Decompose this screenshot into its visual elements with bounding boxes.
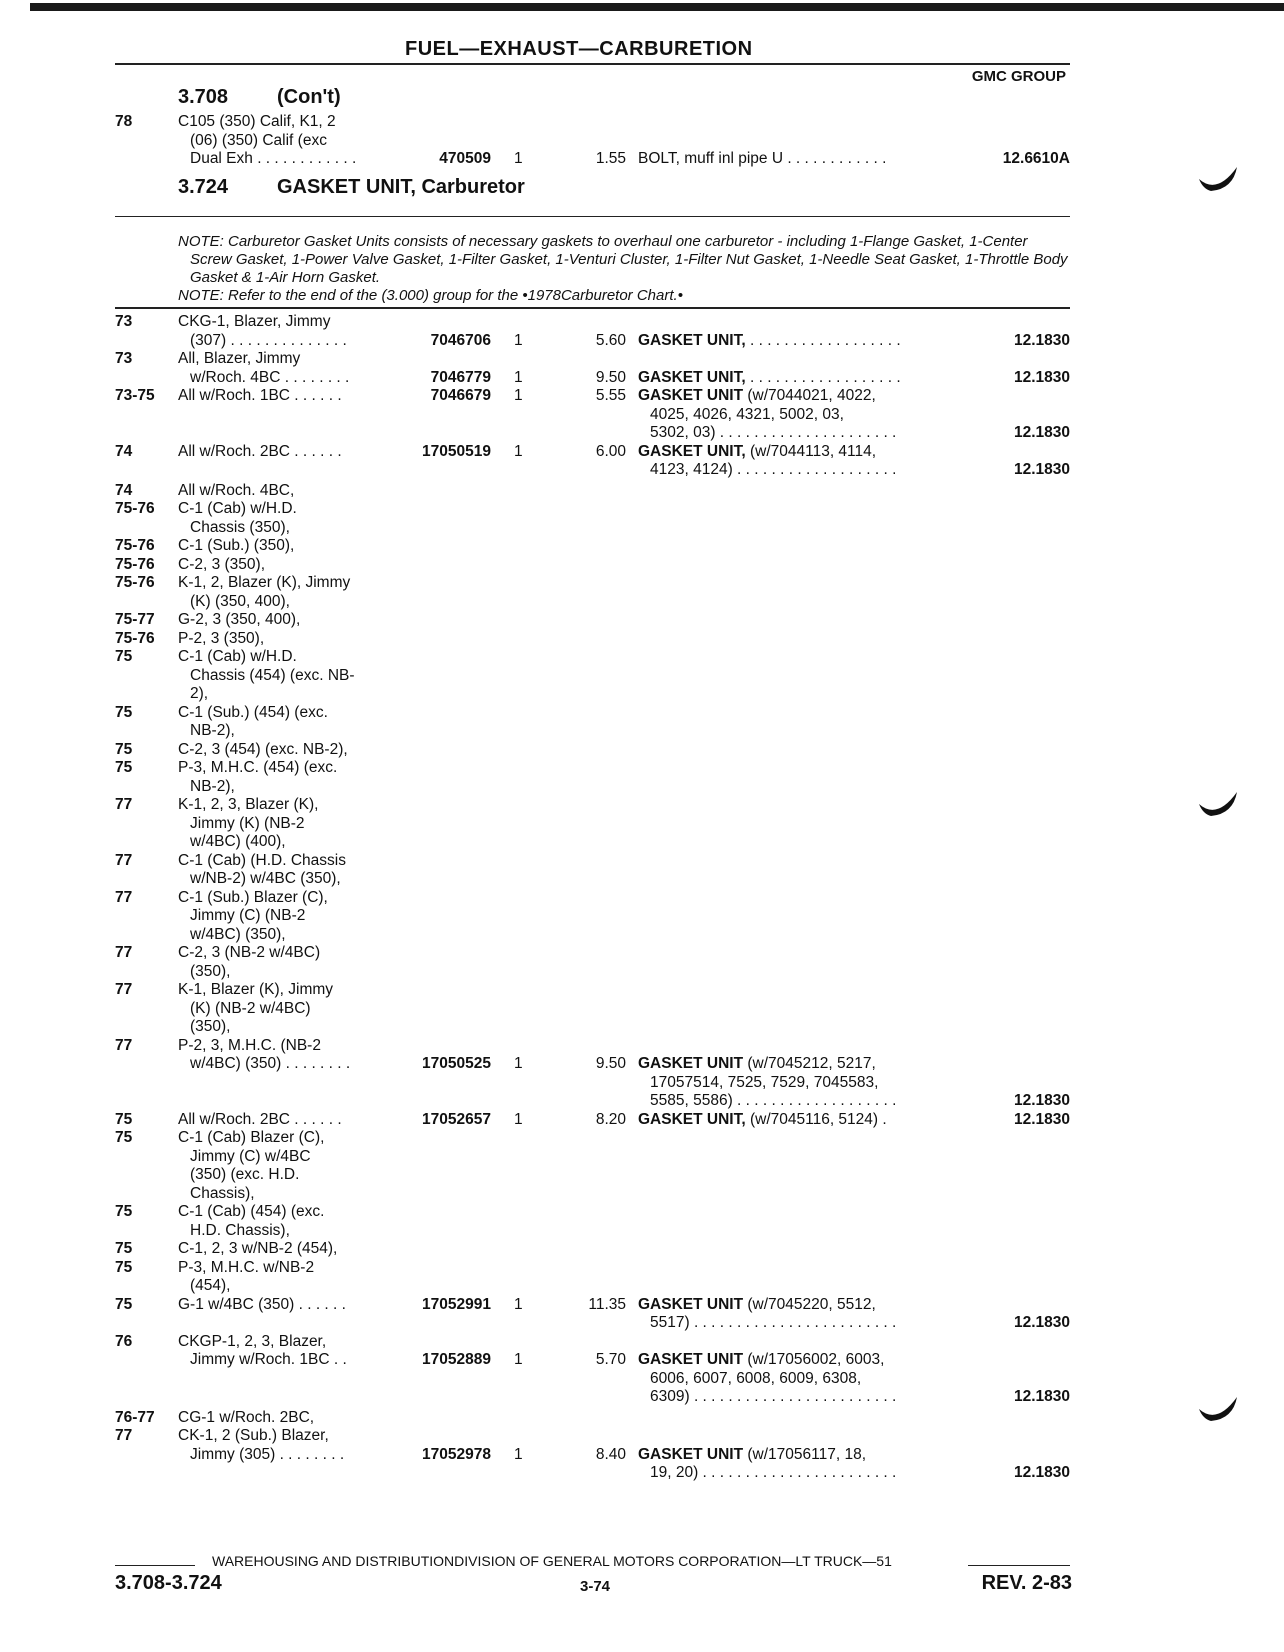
binder-hole-mark (1197, 1395, 1239, 1425)
quantity: 1 (514, 1110, 523, 1128)
catalog-number: 12.1830 (1013, 1464, 1070, 1481)
row-description: C-1 (Cab) w/H.D. Chassis (454) (exc. NB- 2), (178, 648, 355, 702)
item-name: GASKET UNIT (w/17056002, 6003, 6006, 6007, 6008, 6009, 6308, 6309) . . . . . . . . . . . . . . . . . . . . . . . . (638, 1351, 897, 1405)
price: 1.55 (595, 150, 626, 167)
price: 5.70 (595, 1351, 626, 1368)
catalog-number: 12.1830 (1013, 1314, 1070, 1331)
row-year: 76-77 (115, 1408, 155, 1426)
item-name: GASKET UNIT, . . . . . . . . . . . . . . . . . . (638, 331, 901, 349)
row-description: C-1, 2, 3 w/NB-2 (454), (178, 1240, 338, 1257)
row-description: All w/Roch. 1BC . . . . . . (178, 387, 342, 404)
part-number: 470509 (439, 150, 491, 167)
quantity: 1 (514, 150, 523, 167)
price: 6.00 (595, 442, 626, 460)
binder-hole-mark (1197, 165, 1239, 195)
row-year: 75 (115, 1258, 133, 1276)
row-description: C-2, 3 (454) (exc. NB-2), (178, 740, 348, 758)
quantity: 1 (514, 368, 523, 386)
row-description: CK-1, 2 (Sub.) Blazer, Jimmy (305) . . . . . . . . (178, 1427, 345, 1463)
row-description: C-1 (Sub.) (454) (exc. NB-2), (178, 703, 328, 739)
price: 5.60 (595, 331, 626, 349)
note-block (178, 233, 1070, 305)
page-number: 3-74 (580, 1578, 611, 1595)
row-year: 77 (115, 1427, 133, 1444)
revision: REV. 2-83 (981, 1572, 1072, 1594)
row-year: 77 (115, 851, 133, 869)
row-description: CG-1 w/Roch. 2BC, (178, 1408, 315, 1426)
row-year: 74 (115, 442, 133, 460)
row-year: 77 (115, 888, 133, 906)
part-number: 17052889 (422, 1351, 491, 1368)
item-title: GASKET UNIT, (638, 442, 746, 460)
row-description: C-1 (Sub.) Blazer (C), Jimmy (C) (NB-2 w/4BC) (350), (178, 888, 328, 943)
row-description: CKGP-1, 2, 3, Blazer, Jimmy w/Roch. 1BC . . (178, 1332, 347, 1368)
row-year: 73 (115, 350, 133, 367)
title-rule (115, 63, 1070, 65)
price: 5.55 (595, 387, 626, 404)
item-title: GASKET UNIT, (638, 331, 746, 349)
part-number: 7046779 (430, 368, 491, 386)
row-description: K-1, 2, 3, Blazer (K), Jimmy (K) (NB-2 w/4BC) (400), (178, 796, 319, 850)
row-description: P-3, M.H.C. w/NB-2 (454), (178, 1258, 315, 1294)
item-name: GASKET UNIT, (w/7045116, 5124) . (638, 1110, 887, 1128)
part-number: 17050519 (422, 442, 491, 460)
row-year: 75-76 (115, 537, 155, 554)
item-title: GASKET UNIT (638, 1055, 744, 1072)
row-year: 77 (115, 1036, 133, 1054)
row-year: 73-75 (115, 387, 155, 404)
quantity: 1 (514, 387, 523, 404)
price: 9.50 (595, 1055, 626, 1072)
section-label-3708: (Con't) (277, 86, 341, 108)
row-year: 75-76 (115, 629, 155, 647)
page-title: FUEL—EXHAUST—CARBURETION (405, 38, 753, 60)
row-description: K-1, 2, Blazer (K), Jimmy (K) (350, 400), (178, 574, 351, 610)
item-name: GASKET UNIT, (w/7044113, 4114, 4123, 4124) . . . . . . . . . . . . . . . . . . . (638, 442, 897, 478)
row-year: 75-77 (115, 611, 155, 628)
footer-section-range: 3.708-3.724 (115, 1572, 222, 1594)
item-name: GASKET UNIT, . . . . . . . . . . . . . . . . . . (638, 368, 901, 386)
catalog-number: 12.1830 (1013, 424, 1070, 441)
row-year: 75 (115, 759, 133, 776)
row-description: P-2, 3, M.H.C. (NB-2 w/4BC) (350) . . . . . . . . (178, 1036, 351, 1072)
row-year: 77 (115, 944, 133, 961)
price: 11.35 (588, 1295, 626, 1313)
quantity: 1 (514, 1055, 523, 1072)
row-description: CKG-1, Blazer, Jimmy (307) . . . . . . . . . . . . . . (178, 313, 347, 349)
item-title: GASKET UNIT (638, 1295, 744, 1313)
row-description: P-2, 3 (350), (178, 629, 265, 647)
scan-top-edge (30, 3, 1284, 11)
price: 8.20 (595, 1110, 626, 1128)
item-title: GASKET UNIT, (638, 368, 746, 386)
section-number-3708: 3.708 (178, 86, 229, 108)
row-year: 77 (115, 796, 133, 813)
row-description: C-1 (Cab) Blazer (C), Jimmy (C) w/4BC (350) (exc. H.D. Chassis), (178, 1129, 325, 1202)
quantity: 1 (514, 1295, 523, 1313)
row-year: 75 (115, 1295, 133, 1313)
row-year: 75-76 (115, 555, 155, 573)
catalog-number: 12.1830 (1013, 331, 1070, 349)
row-description: G-2, 3 (350, 400), (178, 611, 301, 628)
footer-rule-left (115, 1565, 195, 1566)
group-label: GMC GROUP (971, 68, 1066, 85)
row-year: 75 (115, 1129, 133, 1146)
item-name: GASKET UNIT (w/7045220, 5512, 5517) . . . . . . . . . . . . . . . . . . . . . . . . (638, 1295, 897, 1331)
section-label-3724: GASKET UNIT, Carburetor (277, 176, 525, 198)
row-year: 75 (115, 703, 133, 721)
row-year: 73 (115, 313, 133, 330)
row-year: 75 (115, 1240, 133, 1257)
item-name: GASKET UNIT (w/17056117, 18, 19, 20) . . . . . . . . . . . . . . . . . . . . . . . (638, 1445, 897, 1481)
note-chart: NOTE: Refer to the end of the (3.000) group for the •1978Carburetor Chart.• (178, 287, 683, 304)
item-name: BOLT, muff inl pipe U . . . . . . . . . . . . (638, 150, 887, 167)
catalog-number: 12.1830 (1013, 461, 1070, 478)
catalog-number: 12.1830 (1013, 1092, 1070, 1109)
row-description: C-1 (Sub.) (350), (178, 537, 295, 554)
row-description: All w/Roch. 4BC, (178, 481, 295, 499)
row-year: 75 (115, 648, 133, 665)
part-number: 7046706 (430, 331, 491, 349)
row-year: 76 (115, 1332, 133, 1350)
row-description: All w/Roch. 2BC . . . . . . (178, 442, 342, 460)
row-year: 75 (115, 1110, 133, 1128)
item-name: GASKET UNIT (w/7044021, 4022, 4025, 4026, 4321, 5002, 03, 5302, 03) . . . . . . . . . . . . . . . . . . . . . (638, 387, 897, 441)
row-description: All w/Roch. 2BC . . . . . . (178, 1110, 342, 1128)
row-year: 78 (115, 113, 133, 130)
row-description: P-3, M.H.C. (454) (exc. NB-2), (178, 759, 338, 795)
quantity: 1 (514, 1351, 523, 1368)
part-number: 17052978 (422, 1445, 491, 1463)
quantity: 1 (514, 442, 523, 460)
item-title: GASKET UNIT (638, 1445, 744, 1463)
section-number-3724: 3.724 (178, 176, 229, 198)
row-description: G-1 w/4BC (350) . . . . . . (178, 1295, 346, 1313)
price: 8.40 (595, 1445, 626, 1463)
row-description: C-1 (Cab) w/H.D. Chassis (350), (178, 500, 297, 536)
item-name: GASKET UNIT (w/7045212, 5217, 17057514, 7525, 7529, 7045583, 5585, 5586) . . . . . . . . . . . . . . . . . . . (638, 1055, 897, 1109)
notes-rule (115, 307, 1070, 309)
part-number: 17050525 (422, 1055, 491, 1072)
row-year: 74 (115, 481, 133, 499)
part-number: 17052657 (422, 1110, 491, 1128)
row-year: 75-76 (115, 574, 155, 591)
catalog-number: 12.1830 (1013, 1110, 1070, 1128)
part-number: 17052991 (422, 1295, 491, 1313)
row-description: C-2, 3 (350), (178, 555, 266, 573)
footer-text: WAREHOUSING AND DISTRIBUTIONDIVISION OF GENERAL MOTORS CORPORATION—LT TRUCK—51 (212, 1553, 892, 1569)
row-description: K-1, Blazer (K), Jimmy (K) (NB-2 w/4BC) (350), (178, 981, 334, 1035)
part-number: 7046679 (430, 387, 491, 404)
catalog-number: 12.1830 (1013, 1388, 1070, 1405)
binder-hole-mark (1197, 790, 1239, 820)
quantity: 1 (514, 1445, 523, 1463)
catalog-number: 12.6610A (1002, 150, 1070, 167)
item-title: GASKET UNIT, (638, 1110, 746, 1128)
row-description: C-2, 3 (NB-2 w/4BC) (350), (178, 944, 321, 980)
row-description: C-1 (Cab) (H.D. Chassis w/NB-2) w/4BC (350), (178, 851, 346, 887)
item-title: GASKET UNIT (638, 1351, 744, 1368)
row-year: 75 (115, 1203, 133, 1220)
row-description: C105 (350) Calif, K1, 2 (06) (350) Calif (exc Dual Exh . . . . . . . . . . . . (178, 113, 357, 167)
section-rule (115, 216, 1070, 217)
row-description: All, Blazer, Jimmy w/Roch. 4BC . . . . . . . . (178, 350, 350, 386)
row-year: 77 (115, 981, 133, 998)
row-description: C-1 (Cab) (454) (exc. H.D. Chassis), (178, 1203, 325, 1239)
row-year: 75 (115, 740, 133, 758)
row-year: 75-76 (115, 500, 155, 517)
price: 9.50 (595, 368, 626, 386)
footer-rule-right (968, 1565, 1070, 1566)
note-gaskets: NOTE: Carburetor Gasket Units consists of necessary gaskets to overhaul one carburetor - including 1-Flange Gasket, 1-Center Screw Gasket, 1-Power Valve Gasket, 1-Filter Gasket, 1-Venturi Cluster, 1-Filter Nut Gasket, 1-Needle Seat Gasket, 1-Throttle Body Gasket & 1-Air Horn Gasket. (178, 233, 1068, 286)
catalog-number: 12.1830 (1013, 368, 1070, 386)
item-title: GASKET UNIT (638, 387, 744, 404)
quantity: 1 (514, 331, 523, 349)
